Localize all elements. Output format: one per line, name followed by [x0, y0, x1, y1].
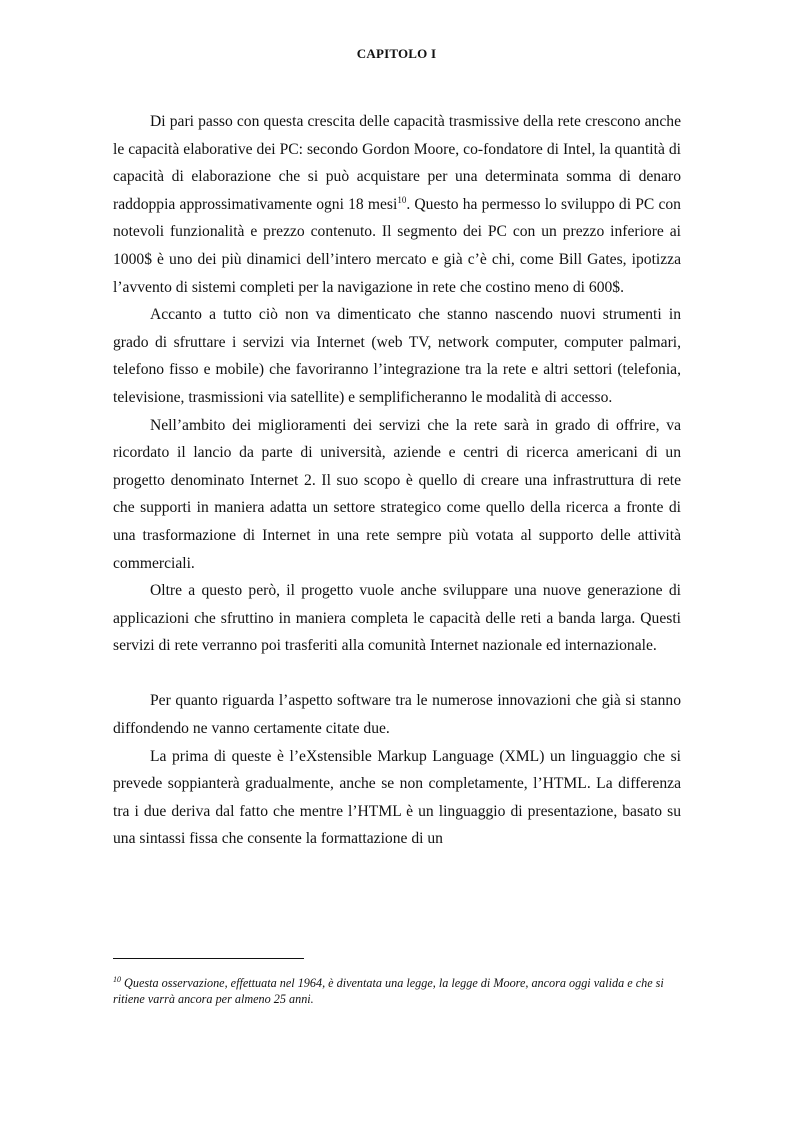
- paragraph: Per quanto riguarda l’aspetto software tra le numerose innovazioni che già si stanno diffondendo ne vanno certamente citate due.: [113, 692, 681, 738]
- paragraph-text: Di pari passo con questa crescita delle capacità trasmissive della rete crescono anche le capacità elaborative dei PC: secondo Gordon Moore, co-fondatore di Intel, la quantità di capacità di elaborazione che si può acquistare per una determinata somma di denaro raddoppia approssimativamente ogni 18 mesi: [113, 113, 681, 213]
- body-text: [113, 108, 681, 853]
- footnote-text: Questa osservazione, effettuata nel 1964, è diventata una legge, la legge di Moore, ancora oggi valida e che si ritiene varrà ancora per almeno 25 anni.: [113, 976, 664, 1006]
- paragraph: Accanto a tutto ciò non va dimenticato che stanno nascendo nuovi strumenti in grado di sfruttare i servizi via Internet (web TV, network computer, computer palmari, telefono fisso e mobile) che favoriranno l’integrazione tra la rete e altri settori (telefonia, televisione, trasmissioni via satellite) e semplificheranno le modalità di accesso.: [113, 306, 681, 406]
- paragraph: Nell’ambito dei miglioramenti dei servizi che la rete sarà in grado di offrire, va ricordato il lancio da parte di università, aziende e centri di ricerca americani di un progetto denominato Internet 2. Il suo scopo è quello di creare una infrastruttura di rete che supporti in maniera adatta un settore strategico come quello della ricerca a fronte di una trasformazione di Internet in una rete sempre più votata al supporto delle attività commerciali.: [113, 416, 681, 572]
- footnote-number: 10: [113, 975, 121, 984]
- paragraph: Oltre a questo però, il progetto vuole anche sviluppare una nuove generazione di applicazioni che sfruttino in maniera completa le capacità delle reti a banda larga. Questi servizi di rete verranno poi trasferiti alla comunità Internet nazionale ed internazionale.: [113, 582, 681, 655]
- footnote-divider: [113, 958, 304, 959]
- paragraph-text: . Questo ha permesso lo sviluppo di PC con notevoli funzionalità e prezzo contenuto. Il segmento dei PC con un prezzo inferiore ai 1000$ è uno dei più dinamici dell’intero mercato e già c’è chi, come Bill Gates, ipotizza l’avvento di sistemi completi per la navigazione in rete che costino meno di 600$.: [113, 195, 681, 296]
- footnote: [113, 975, 681, 1007]
- footnote-reference[interactable]: 10: [397, 194, 407, 205]
- paragraph: [113, 108, 681, 301]
- paragraph: La prima di queste è l’eXstensible Markup Language (XML) un linguaggio che si prevede soppianterà gradualmente, anche se non completamente, l’HTML. La differenza tra i due deriva dal fatto che mentre l’HTML è un linguaggio di presentazione, basato su una sintassi fissa che consente la formattazione di un: [113, 747, 681, 848]
- chapter-header: CAPITOLO I: [356, 46, 437, 61]
